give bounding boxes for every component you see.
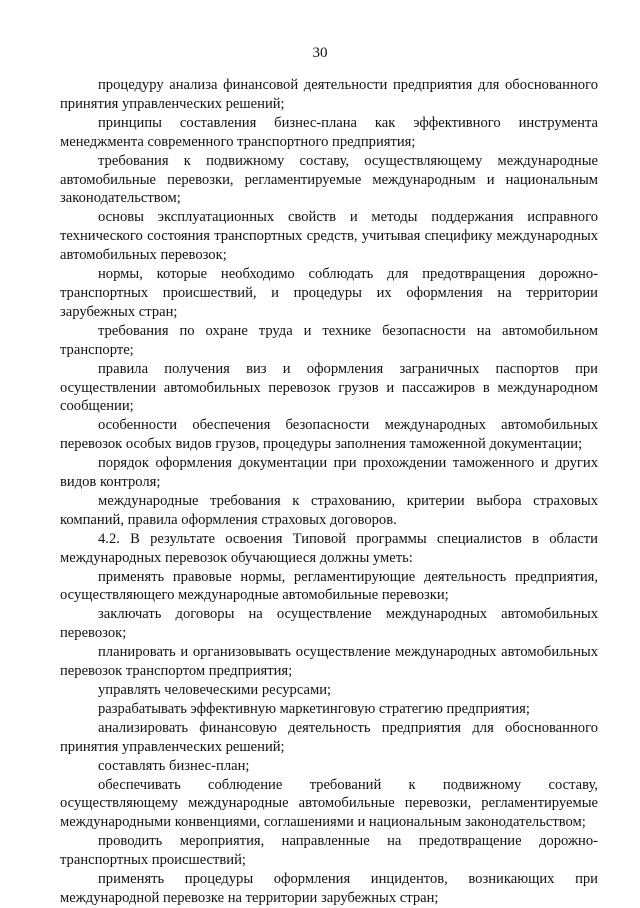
paragraph: применять процедуры оформления инцидентов, возникающих при международной перевозке на территории зарубежных стран;	[60, 871, 598, 906]
document-body	[60, 76, 598, 908]
paragraph: заключать договоры на осуществление международных автомобильных перевозок;	[60, 606, 598, 642]
paragraph: особенности обеспечения безопасности международных автомобильных перевозок особых видов грузов, процедуры заполнения таможенной документации;	[60, 417, 598, 453]
paragraph: применять правовые нормы, регламентирующие деятельность предприятия, осуществляющего международные автомобильные перевозки;	[60, 568, 598, 604]
paragraph: планировать и организовывать осуществление международных автомобильных перевозок транспортом предприятия;	[60, 644, 598, 680]
section-paragraph-4-2: 4.2. В результате освоения Типовой программы специалистов в области международных перевозок обучающиеся должны уметь:	[60, 530, 598, 566]
paragraph: требования к подвижному составу, осуществляющему международные автомобильные перевозки, регламентируемые международным и национальным законодательством;	[60, 152, 598, 207]
paragraph: разрабатывать эффективную маркетинговую стратегию предприятия;	[98, 700, 530, 717]
paragraph: нормы, которые необходимо соблюдать для предотвращения дорожно-транспортных происшествий, и процедуры их оформления на территории зарубежных стран;	[60, 266, 598, 320]
paragraph: анализировать финансовую деятельность предприятия для обоснованного принятия управленческих решений;	[60, 719, 598, 755]
paragraph: основы эксплуатационных свойств и методы поддержания исправного технического состояния транспортных средств, учитывая специфику международных автомобильных перевозок;	[60, 209, 598, 264]
paragraph: принципы составления бизнес-плана как эффективного инструмента менеджмента современного транспортного предприятия;	[60, 114, 598, 150]
paragraph: порядок оформления документации при прохождении таможенного и других видов контроля;	[60, 455, 598, 491]
paragraph: проводить мероприятия, направленные на предотвращение дорожно-транспортных происшествий;	[60, 833, 598, 869]
paragraph: обеспечивать соблюдение требований к подвижному составу, осуществляющему международные автомобильные перевозки, регламентируемые международными конвенциями, соглашениями и национальным законодательством;	[60, 776, 598, 831]
paragraph: международные требования к страхованию, критерии выбора страховых компаний, правила оформления страховых договоров.	[60, 492, 598, 528]
paragraph: правила получения виз и оформления заграничных паспортов при осуществлении автомобильных перевозок грузов и пассажиров в международном сообщении;	[60, 360, 598, 415]
paragraph: составлять бизнес-план;	[98, 757, 250, 774]
paragraph: процедуру анализа финансовой деятельности предприятия для обоснованного принятия управленческих решений;	[60, 77, 598, 112]
page-number: 30	[312, 45, 328, 61]
paragraph: требования по охране труда и технике безопасности на автомобильном транспорте;	[60, 322, 598, 358]
paragraph: управлять человеческими ресурсами;	[98, 682, 332, 698]
